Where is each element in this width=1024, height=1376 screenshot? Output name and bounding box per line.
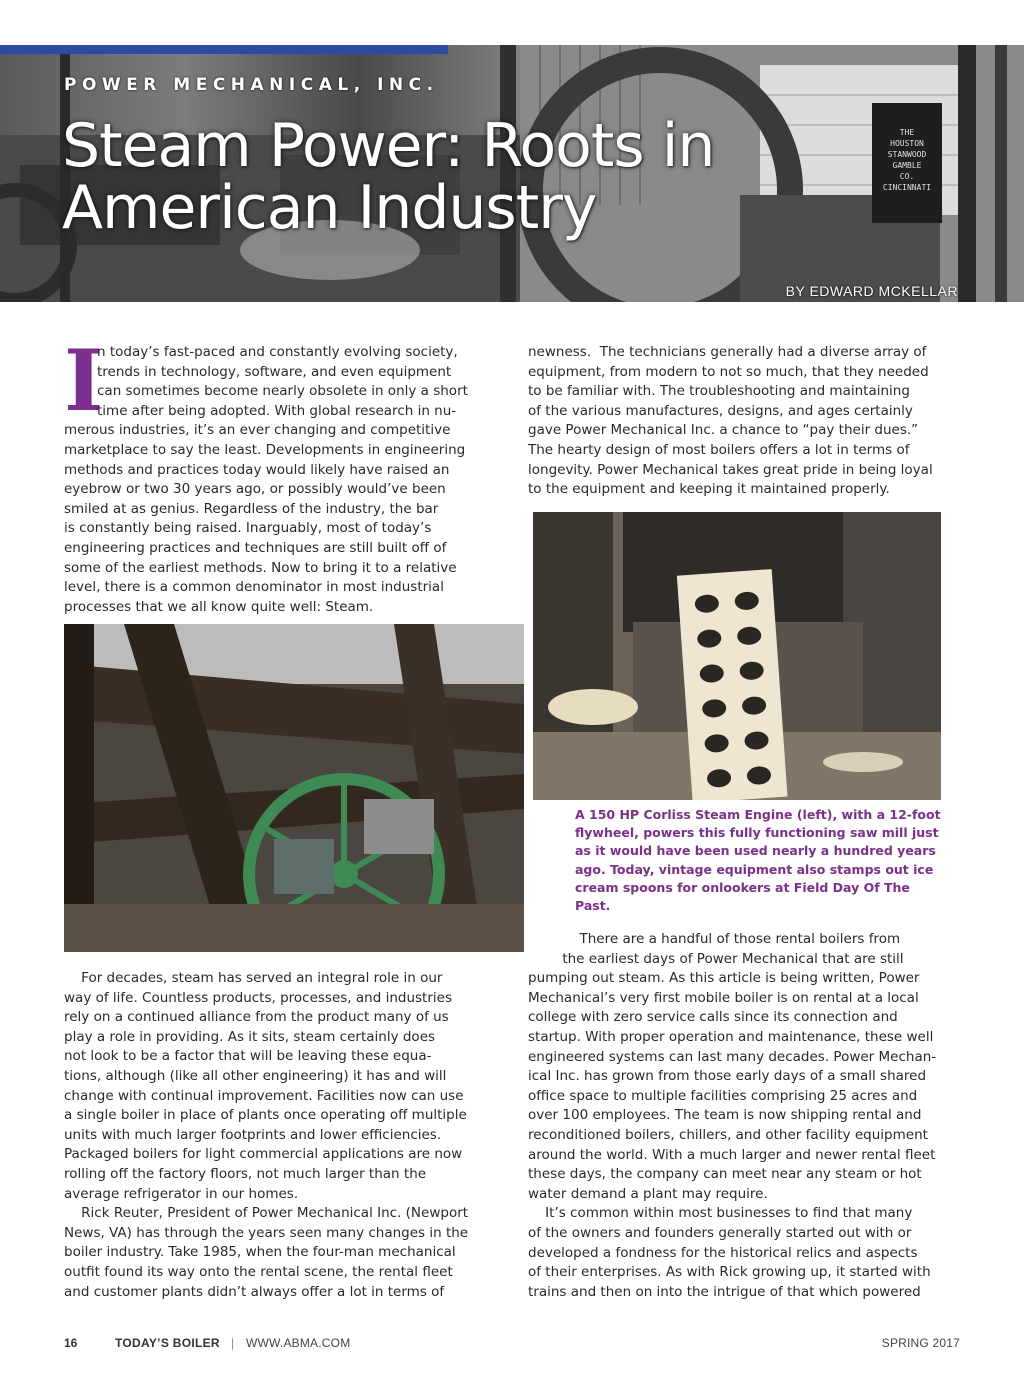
body-text-line: these days, the company can meet near any steam or hot xyxy=(528,1166,922,1183)
body-text-line: ical Inc. has grown from those early days of a small shared xyxy=(528,1068,927,1085)
body-text-line: startup. With proper operation and maintenance, these well xyxy=(528,1028,934,1045)
spoon-stamping-photo xyxy=(533,512,941,800)
article-title-line-1: Steam Power: Roots in xyxy=(62,111,715,181)
body-text-line: trends in technology, software, and even equipment xyxy=(97,363,452,380)
body-text-line: reconditioned boilers, chillers, and other facility equipment xyxy=(528,1126,928,1143)
body-text-line: Rick Reuter, President of Power Mechanical Inc. (Newport xyxy=(64,1205,469,1222)
body-text-line: of the owners and founders generally started out with or xyxy=(528,1224,912,1241)
body-text-line: pumping out steam. As this article is being written, Power xyxy=(528,970,920,987)
body-text-line: trains and then on into the intrigue of that which powered xyxy=(528,1283,921,1300)
website-link[interactable]: WWW.ABMA.COM xyxy=(246,1336,351,1350)
body-text-line: time after being adopted. With global research in nu- xyxy=(97,402,457,419)
body-text-line: There are a handful of those rental boilers from xyxy=(528,931,901,947)
body-text-line: level, there is a common denominator in most industrial xyxy=(64,579,444,596)
body-text-line: to be familiar with. The troubleshooting and maintaining xyxy=(528,383,910,400)
body-text-line: newness. The technicians generally had a diverse array of xyxy=(528,344,927,360)
byline: BY EDWARD MCKELLAR xyxy=(785,283,958,299)
body-text-line: It’s common within most businesses to find that many xyxy=(528,1205,913,1222)
body-text-line: eyebrow or two 30 years ago, or possibly would’ve been xyxy=(64,481,446,498)
body-text-line: marketplace to say the least. Developments in engineering xyxy=(64,441,466,458)
body-text-line: engineered systems can last many decades. Power Mechan- xyxy=(528,1048,937,1065)
caption-line: as it would have been used nearly a hundred years xyxy=(575,843,936,859)
body-text-line: college with zero service calls since its connection and xyxy=(528,1009,898,1026)
body-text-line: merous industries, it’s an ever changing and competitive xyxy=(64,422,451,439)
body-text-line: way of life. Countless products, processes, and industries xyxy=(64,989,452,1006)
right-column-top xyxy=(528,343,968,500)
header-accent-bar xyxy=(0,45,448,54)
body-text-line: rely on a continued alliance from the product many of us xyxy=(64,1009,449,1026)
page-footer xyxy=(0,1336,1024,1352)
body-text-line: Mechanical’s very first mobile boiler is on rental at a local xyxy=(528,989,919,1006)
body-text-line: developed a fondness for the historical relics and aspects xyxy=(528,1244,918,1261)
body-text-line: engineering practices and techniques are still built off of xyxy=(64,539,447,556)
body-text-line: smiled at as genius. Regardless of the industry, the bar xyxy=(64,500,439,517)
body-text-line: The hearty design of most boilers offers a lot in terms of xyxy=(528,441,910,458)
body-text-line: tions, although (like all other engineering) it has and will xyxy=(64,1067,447,1084)
drop-cap: I xyxy=(64,331,104,430)
page-number: 16 xyxy=(64,1336,78,1350)
body-text-line: average refrigerator in our homes. xyxy=(64,1185,299,1202)
body-text-line: processes that we all know quite well: Steam. xyxy=(64,598,374,615)
body-text-line: is constantly being raised. Inarguably, most of today’s xyxy=(64,520,432,537)
body-text-line: Packaged boilers for light commercial applications are now xyxy=(64,1146,463,1163)
caption-line: flywheel, powers this fully functioning saw mill just xyxy=(575,825,939,841)
left-column-bottom xyxy=(64,969,509,1302)
body-text-line: office space to multiple facilities comprising 25 acres and xyxy=(528,1087,918,1104)
body-text-line: boiler industry. Take 1985, when the four-man mechanical xyxy=(64,1244,456,1261)
body-text-line: n today’s fast-paced and constantly evolving society, xyxy=(97,344,458,360)
body-text-line: change with continual improvement. Facilities now can use xyxy=(64,1087,464,1104)
body-text-line: gave Power Mechanical Inc. a chance to “pay their dues.” xyxy=(528,422,919,439)
section-kicker: POWER MECHANICAL, INC. xyxy=(64,75,439,95)
body-text-line: rolling off the factory floors, not much larger than the xyxy=(64,1165,427,1182)
body-text-line: News, VA) has through the years seen many changes in the xyxy=(64,1224,469,1241)
body-text-line: units with much larger footprints and lower efficiencies. xyxy=(64,1126,442,1143)
article-title xyxy=(62,111,962,243)
article-title-line-2: American Industry xyxy=(62,173,597,243)
caption-line: Past. xyxy=(575,898,611,914)
body-text-line: the earliest days of Power Mechanical that are still xyxy=(528,950,904,967)
issue-date: SPRING 2017 xyxy=(881,1336,960,1350)
body-text-line: some of the earliest methods. Now to bring it to a relative xyxy=(64,559,457,576)
body-text-line: a single boiler in place of plants once operating off multiple xyxy=(64,1107,467,1124)
right-column-bottom xyxy=(528,930,973,1302)
left-column-top xyxy=(64,331,504,617)
caption-line: cream spoons for onlookers at Field Day Of The xyxy=(575,879,910,895)
body-text-line: not look to be a factor that will be leaving these equa- xyxy=(64,1048,432,1065)
body-text-line: play a role in providing. As it sits, steam certainly does xyxy=(64,1028,436,1045)
body-text-line: equipment, from modern to not so much, that they needed xyxy=(528,363,929,380)
body-text-line: of their enterprises. As with Rick growing up, it started with xyxy=(528,1264,931,1281)
body-text-line: and customer plants didn’t always offer a lot in terms of xyxy=(64,1283,445,1300)
body-text-line: outfit found its way onto the rental scene, the rental fleet xyxy=(64,1263,453,1280)
body-text-line: can sometimes become nearly obsolete in only a short xyxy=(97,383,468,400)
body-text-line: For decades, steam has served an integral role in our xyxy=(64,970,443,986)
machine-plate-text: THE HOUSTON STANWOOD GAMBLE CO. CINCINNATI xyxy=(882,128,932,192)
photo-caption xyxy=(575,806,950,915)
body-text-line: of the various manufactures, designs, and ages certainly xyxy=(528,402,913,419)
body-text-line: around the world. With a much larger and newer rental fleet xyxy=(528,1146,936,1163)
body-text-line: to the equipment and keeping it maintained properly. xyxy=(528,481,890,498)
footer-separator: | xyxy=(231,1336,235,1350)
magazine-name: TODAY’S BOILER xyxy=(115,1336,220,1350)
saw-mill-flywheel-photo xyxy=(64,624,524,952)
caption-line: ago. Today, vintage equipment also stamps out ice xyxy=(575,861,934,877)
body-text-line: longevity. Power Mechanical takes great pride in being loyal xyxy=(528,461,933,478)
body-text-line: over 100 employees. The team is now shipping rental and xyxy=(528,1107,922,1124)
caption-line: A 150 HP Corliss Steam Engine (left), with a 12-foot xyxy=(575,807,941,822)
body-text-line: methods and practices today would likely have raised an xyxy=(64,461,450,478)
body-text-line: water demand a plant may require. xyxy=(528,1185,768,1202)
